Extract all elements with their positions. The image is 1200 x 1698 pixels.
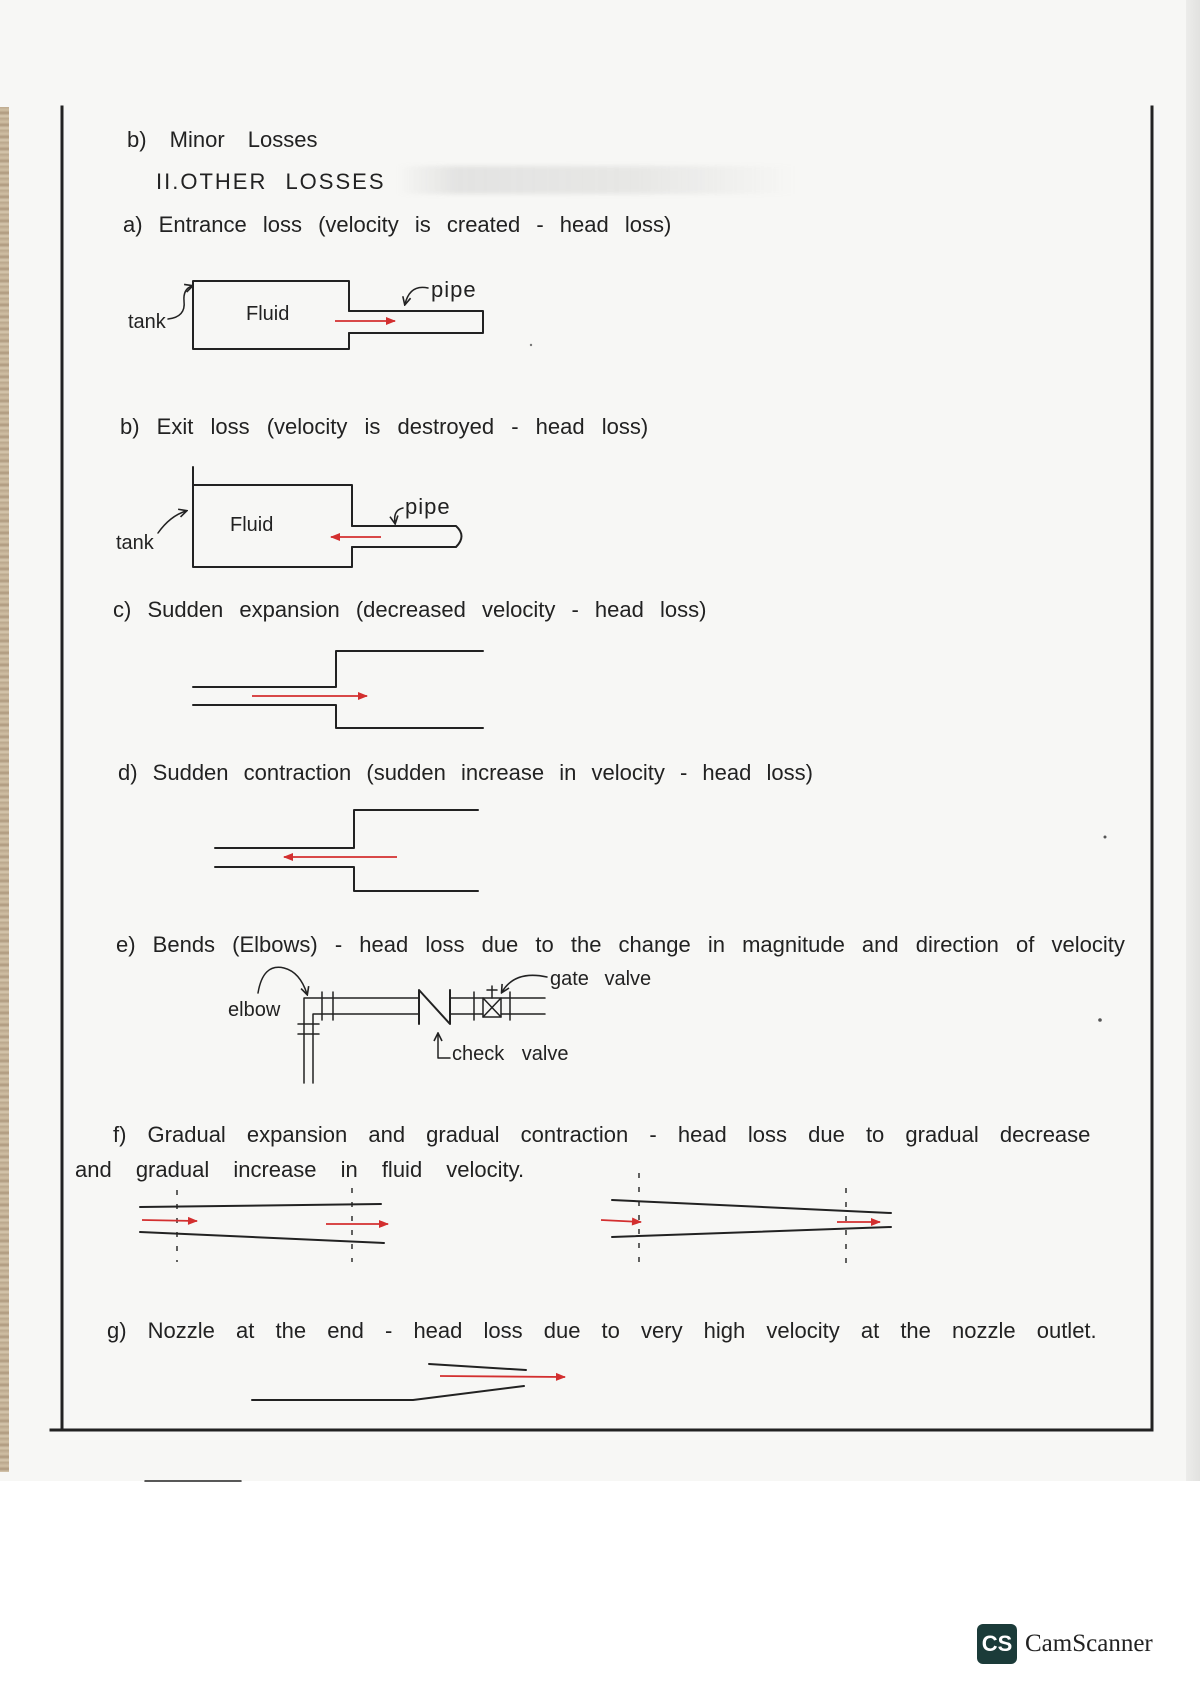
bends-title: e) Bends (Elbows) - head loss due to the change in magnitude and direction of velocity <box>116 932 1125 957</box>
gate-valve-label: gate valve <box>550 968 652 990</box>
pipe-wall-bottom <box>612 1227 891 1237</box>
camscanner-logo-icon: CS <box>977 1624 1017 1664</box>
pipe-outline <box>349 311 483 333</box>
elbow-label: elbow <box>228 999 281 1021</box>
pipe-wall-bottom <box>193 705 483 728</box>
page-border <box>51 107 1152 1481</box>
heading-minor-losses: b) Minor Losses <box>127 127 318 152</box>
nozzle-diagram <box>252 1364 565 1400</box>
exit-fluid-label: Fluid <box>230 514 274 536</box>
exit-pipe-label: pipe <box>405 494 451 519</box>
tank-pointer-arrow <box>158 511 186 533</box>
camscanner-brand-text: CamScanner <box>1025 1630 1153 1657</box>
heading-other-losses: II.OTHER LOSSES <box>156 169 386 194</box>
pipe-pointer-arrow <box>405 287 428 304</box>
gate-valve-cross <box>483 998 501 1017</box>
pipe-wall-top <box>612 1200 891 1213</box>
gradual-contraction-diagram <box>601 1173 891 1265</box>
flow-arrow <box>440 1376 565 1377</box>
sudden-expansion-diagram <box>193 651 483 728</box>
tank-pointer-arrow <box>168 286 192 319</box>
gradual-expansion-diagram <box>140 1188 388 1262</box>
pipe-wall-top <box>140 1204 381 1207</box>
camscanner-watermark <box>977 1624 1153 1664</box>
entrance-pipe-label: pipe <box>431 277 477 302</box>
stray-mark <box>1104 836 1107 839</box>
pipe-wall-top <box>215 810 478 848</box>
elbow-pointer-arrow <box>258 967 307 994</box>
flow-arrow <box>601 1220 641 1222</box>
sudden-expansion-title: c) Sudden expansion (decreased velocity - head loss) <box>113 597 707 622</box>
gate-valve-pointer-arrow <box>502 975 547 992</box>
gate-valve-stem <box>487 986 497 998</box>
pipe-wall-bottom <box>215 867 478 891</box>
gradual-title-line2: and gradual increase in fluid velocity. <box>75 1157 525 1182</box>
pipe-wall-top <box>193 651 483 687</box>
check-valve-label: check valve <box>452 1043 569 1065</box>
check-valve-pointer-arrow <box>438 1034 450 1058</box>
elbow-pipe-inner-wall <box>313 1014 419 1083</box>
exit-tank-label: tank <box>116 532 154 554</box>
entrance-fluid-label: Fluid <box>246 303 290 325</box>
flow-arrow <box>142 1220 197 1221</box>
entrance-loss-title: a) Entrance loss (velocity is created - head loss) <box>123 212 672 237</box>
nozzle-title: g) Nozzle at the end - head loss due to very high velocity at the nozzle outlet. <box>107 1318 1097 1343</box>
gradual-title-line1: f) Gradual expansion and gradual contraction - head loss due to gradual decrease <box>113 1122 1091 1147</box>
nozzle-wall-bottom <box>252 1386 524 1400</box>
pipe-segment <box>450 998 545 1014</box>
stray-mark <box>530 344 532 346</box>
sudden-contraction-title: d) Sudden contraction (sudden increase in velocity - head loss) <box>118 760 813 785</box>
pipe-pointer-arrow <box>395 508 403 523</box>
check-valve-symbol <box>419 990 450 1024</box>
exit-loss-title: b) Exit loss (velocity is destroyed - head loss) <box>120 414 649 439</box>
stray-mark <box>1098 1018 1102 1022</box>
nozzle-wall-top <box>429 1364 526 1370</box>
entrance-tank-label: tank <box>128 311 166 333</box>
sudden-contraction-diagram <box>215 810 478 891</box>
